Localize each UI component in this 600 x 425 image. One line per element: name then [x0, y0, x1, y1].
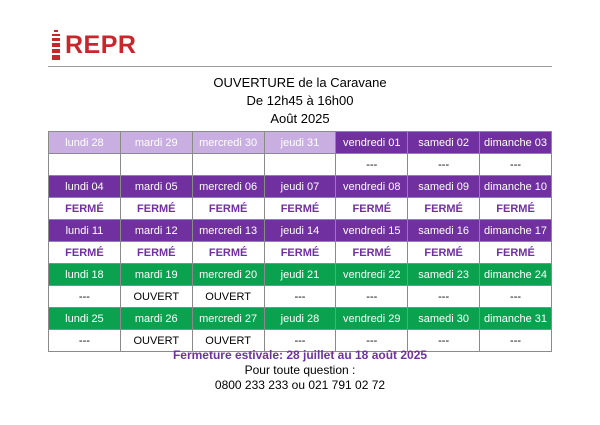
- calendar-status-cell: FERMÉ: [408, 242, 480, 264]
- calendar-date-row: [49, 176, 552, 198]
- calendar-day-cell: mercredi 30: [192, 132, 264, 154]
- calendar-day-cell: lundi 18: [49, 264, 121, 286]
- calendar-status-row: [49, 242, 552, 264]
- calendar-status-cell: FERMÉ: [49, 242, 121, 264]
- calendar-status-cell: FERMÉ: [264, 198, 336, 220]
- calendar-status-cell: OUVERT: [120, 286, 192, 308]
- calendar-status-cell: FERMÉ: [480, 198, 552, 220]
- calendar-status-cell: FERMÉ: [336, 242, 408, 264]
- calendar-status-cell: ---: [336, 154, 408, 176]
- calendar-day-cell: jeudi 28: [264, 308, 336, 330]
- calendar-day-cell: dimanche 31: [480, 308, 552, 330]
- calendar-status-cell: ---: [336, 286, 408, 308]
- calendar-status-cell: FERMÉ: [192, 242, 264, 264]
- calendar-day-cell: vendredi 29: [336, 308, 408, 330]
- calendar-day-cell: mardi 26: [120, 308, 192, 330]
- calendar-day-cell: mardi 05: [120, 176, 192, 198]
- calendar-day-cell: mardi 19: [120, 264, 192, 286]
- calendar-day-cell: vendredi 22: [336, 264, 408, 286]
- calendar-day-cell: lundi 04: [49, 176, 121, 198]
- calendar-status-row: [49, 286, 552, 308]
- calendar-status-cell: FERMÉ: [49, 198, 121, 220]
- calendar-status-cell: [264, 154, 336, 176]
- opening-calendar: [48, 131, 552, 352]
- calendar-status-cell: ---: [264, 286, 336, 308]
- title-line-1: OUVERTURE de la Caravane: [213, 75, 387, 90]
- header-divider: [48, 66, 552, 67]
- calendar-status-row: [49, 154, 552, 176]
- calendar-status-cell: OUVERT: [120, 330, 192, 352]
- calendar-date-row: [49, 220, 552, 242]
- calendar-status-cell: ---: [49, 330, 121, 352]
- calendar-status-cell: [192, 154, 264, 176]
- calendar-status-cell: FERMÉ: [480, 242, 552, 264]
- brand-logo: [52, 30, 136, 60]
- calendar-day-cell: jeudi 07: [264, 176, 336, 198]
- calendar-status-cell: FERMÉ: [408, 198, 480, 220]
- calendar-status-cell: FERMÉ: [336, 198, 408, 220]
- calendar-date-row: [49, 264, 552, 286]
- calendar-status-cell: ---: [408, 286, 480, 308]
- calendar-day-cell: mardi 29: [120, 132, 192, 154]
- calendar-status-cell: FERMÉ: [264, 242, 336, 264]
- calendar-day-cell: mercredi 20: [192, 264, 264, 286]
- calendar-day-cell: lundi 25: [49, 308, 121, 330]
- contact-phones: 0800 233 233 ou 021 791 02 72: [214, 378, 386, 392]
- calendar-status-cell: FERMÉ: [120, 198, 192, 220]
- calendar-day-cell: dimanche 10: [480, 176, 552, 198]
- calendar-status-cell: OUVERT: [192, 330, 264, 352]
- calendar-day-cell: vendredi 08: [336, 176, 408, 198]
- calendar-status-cell: FERMÉ: [192, 198, 264, 220]
- calendar-status-row: [49, 198, 552, 220]
- calendar-status-cell: ---: [480, 286, 552, 308]
- summer-closure-note: Fermeture estivale: 28 juillet au 18 août 2025: [172, 348, 428, 362]
- calendar-day-cell: jeudi 31: [264, 132, 336, 154]
- calendar-day-cell: mercredi 27: [192, 308, 264, 330]
- calendar-day-cell: samedi 02: [408, 132, 480, 154]
- calendar-day-cell: samedi 30: [408, 308, 480, 330]
- calendar-day-cell: vendredi 15: [336, 220, 408, 242]
- calendar-day-cell: lundi 11: [49, 220, 121, 242]
- calendar-status-cell: ---: [480, 154, 552, 176]
- calendar-status-cell: ---: [49, 286, 121, 308]
- title-line-2: De 12h45 à 16h00: [246, 93, 354, 108]
- calendar-status-cell: ---: [408, 330, 480, 352]
- calendar-day-cell: samedi 23: [408, 264, 480, 286]
- calendar-date-row: [49, 132, 552, 154]
- lighthouse-icon: [52, 30, 62, 60]
- brand-name: REPR: [65, 31, 137, 59]
- calendar-status-cell: ---: [264, 330, 336, 352]
- calendar-status-cell: FERMÉ: [120, 242, 192, 264]
- calendar-status-cell: ---: [408, 154, 480, 176]
- calendar-day-cell: jeudi 14: [264, 220, 336, 242]
- calendar-day-cell: mercredi 06: [192, 176, 264, 198]
- calendar-day-cell: samedi 16: [408, 220, 480, 242]
- calendar-day-cell: samedi 09: [408, 176, 480, 198]
- calendar-day-cell: dimanche 03: [480, 132, 552, 154]
- calendar-day-cell: mercredi 13: [192, 220, 264, 242]
- calendar-status-cell: ---: [480, 330, 552, 352]
- calendar-date-row: [49, 308, 552, 330]
- calendar-day-cell: vendredi 01: [336, 132, 408, 154]
- calendar-day-cell: jeudi 21: [264, 264, 336, 286]
- contact-label: Pour toute question :: [244, 363, 356, 377]
- calendar-status-cell: ---: [336, 330, 408, 352]
- calendar-status-cell: [49, 154, 121, 176]
- calendar-day-cell: mardi 12: [120, 220, 192, 242]
- calendar-day-cell: dimanche 17: [480, 220, 552, 242]
- calendar-status-cell: OUVERT: [192, 286, 264, 308]
- calendar-status-cell: [120, 154, 192, 176]
- calendar-day-cell: dimanche 24: [480, 264, 552, 286]
- title-line-3: Août 2025: [270, 111, 330, 126]
- calendar-day-cell: lundi 28: [49, 132, 121, 154]
